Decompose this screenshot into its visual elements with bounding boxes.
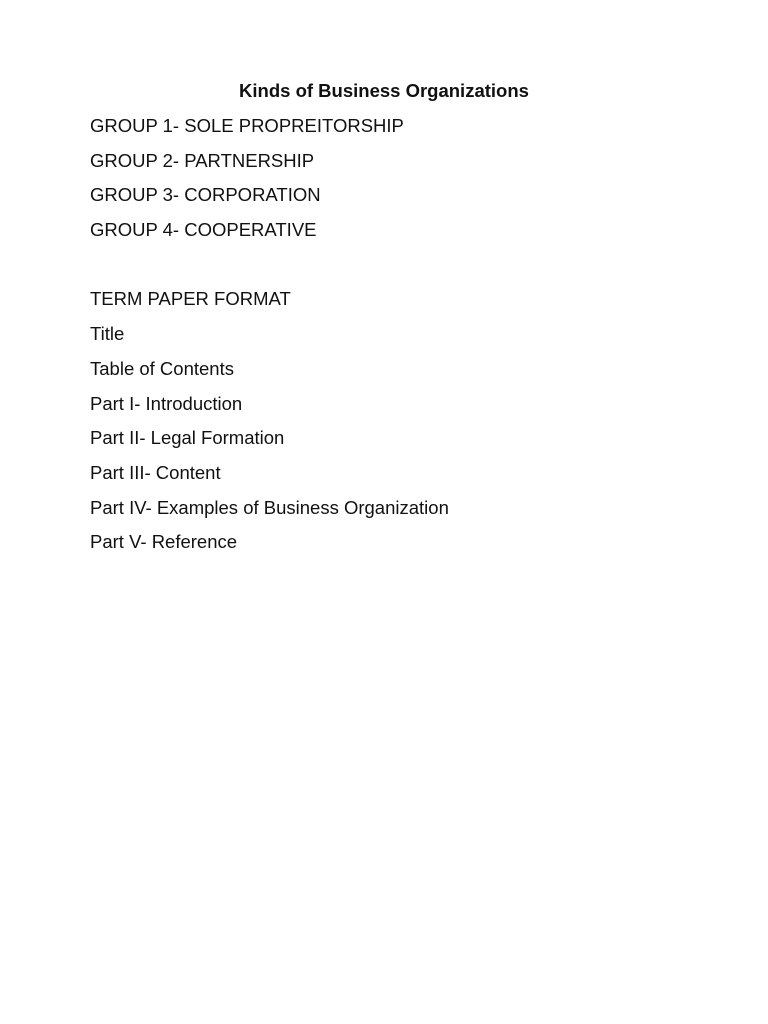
blank-line xyxy=(90,253,449,288)
format-item-table-of-contents: Table of Contents xyxy=(90,357,234,379)
document-body xyxy=(90,114,449,565)
group-line-4: GROUP 4- COOPERATIVE xyxy=(90,219,317,241)
group-line-2: GROUP 2- PARTNERSHIP xyxy=(90,149,315,171)
format-heading: TERM PAPER FORMAT xyxy=(90,288,291,310)
document-title-text: Kinds of Business Organizations xyxy=(239,80,529,101)
format-item-part-1: Part I- Introduction xyxy=(90,392,243,414)
group-line-1: GROUP 1- SOLE PROPREITORSHIP xyxy=(90,115,404,136)
group-line-3: GROUP 3- CORPORATION xyxy=(90,184,321,206)
document-title xyxy=(0,79,768,103)
format-item-part-5: Part V- Reference xyxy=(90,531,238,553)
format-item-part-3: Part III- Content xyxy=(90,461,221,483)
format-item-part-4: Part IV- Examples of Business Organization xyxy=(90,496,449,518)
format-item-title: Title xyxy=(90,323,125,345)
format-item-part-2: Part II- Legal Formation xyxy=(90,427,285,449)
